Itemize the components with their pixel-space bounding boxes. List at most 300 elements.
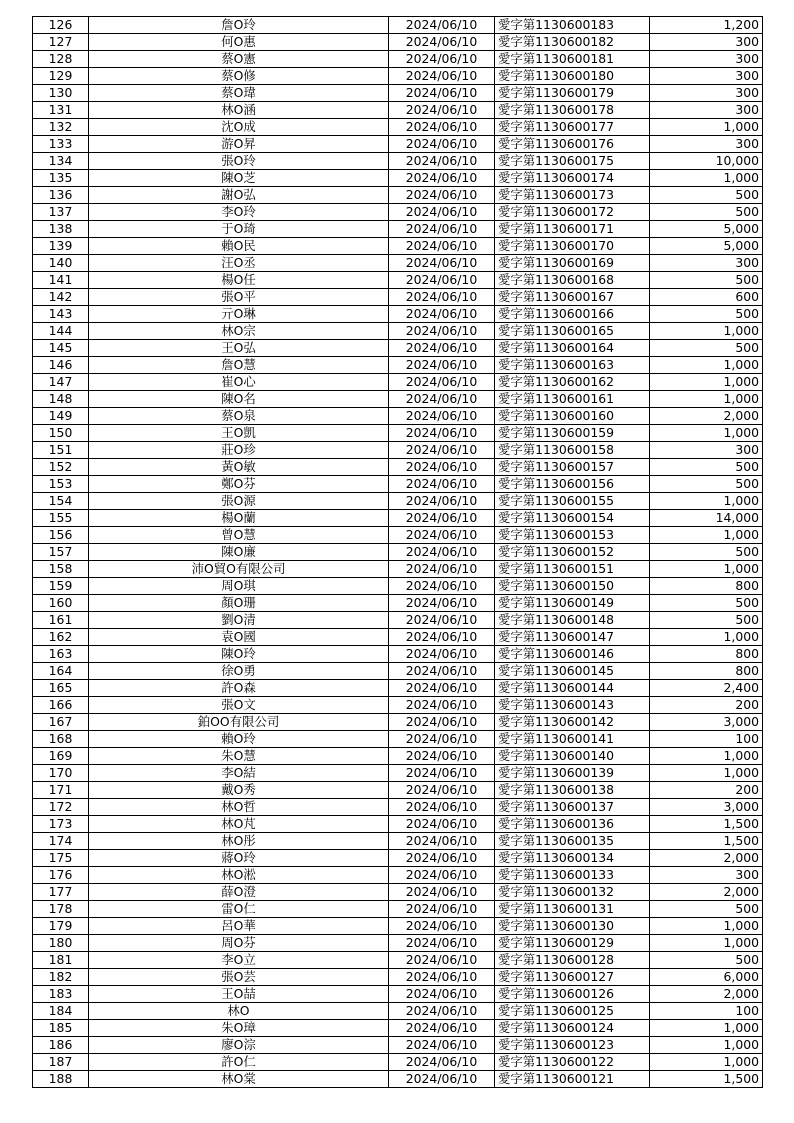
row-number: 168 (33, 731, 89, 748)
receipt-number: 愛字第1130600153 (495, 527, 650, 544)
row-number: 127 (33, 34, 89, 51)
table-row (33, 34, 763, 51)
row-number: 172 (33, 799, 89, 816)
row-number: 128 (33, 51, 89, 68)
donor-name: 汪O丞 (89, 255, 389, 272)
donation-date: 2024/06/10 (389, 578, 495, 595)
row-number: 134 (33, 153, 89, 170)
table-row (33, 884, 763, 901)
row-number: 143 (33, 306, 89, 323)
row-number: 169 (33, 748, 89, 765)
donation-amount: 1,000 (650, 374, 763, 391)
receipt-number: 愛字第1130600181 (495, 51, 650, 68)
row-number: 161 (33, 612, 89, 629)
donation-date: 2024/06/10 (389, 782, 495, 799)
table-row (33, 527, 763, 544)
table-row (33, 51, 763, 68)
receipt-number: 愛字第1130600167 (495, 289, 650, 306)
donor-name: 王O弘 (89, 340, 389, 357)
donation-amount: 600 (650, 289, 763, 306)
donation-amount: 800 (650, 646, 763, 663)
receipt-number: 愛字第1130600144 (495, 680, 650, 697)
table-row (33, 442, 763, 459)
donation-date: 2024/06/10 (389, 1054, 495, 1071)
donation-date: 2024/06/10 (389, 102, 495, 119)
donation-date: 2024/06/10 (389, 527, 495, 544)
donation-date: 2024/06/10 (389, 187, 495, 204)
row-number: 162 (33, 629, 89, 646)
donation-date: 2024/06/10 (389, 952, 495, 969)
donation-amount: 300 (650, 442, 763, 459)
receipt-number: 愛字第1130600143 (495, 697, 650, 714)
donor-name: 沈O成 (89, 119, 389, 136)
donor-name: 詹O慧 (89, 357, 389, 374)
donation-amount: 500 (650, 204, 763, 221)
donation-date: 2024/06/10 (389, 1003, 495, 1020)
receipt-number: 愛字第1130600165 (495, 323, 650, 340)
receipt-number: 愛字第1130600155 (495, 493, 650, 510)
donor-name: 李O結 (89, 765, 389, 782)
receipt-number: 愛字第1130600170 (495, 238, 650, 255)
row-number: 153 (33, 476, 89, 493)
donor-name: 張O芸 (89, 969, 389, 986)
table-row (33, 493, 763, 510)
table-row (33, 340, 763, 357)
receipt-number: 愛字第1130600140 (495, 748, 650, 765)
donor-name: 林O宗 (89, 323, 389, 340)
receipt-number: 愛字第1130600137 (495, 799, 650, 816)
donor-name: 蔣O玲 (89, 850, 389, 867)
donation-date: 2024/06/10 (389, 34, 495, 51)
receipt-number: 愛字第1130600136 (495, 816, 650, 833)
table-row (33, 1037, 763, 1054)
row-number: 174 (33, 833, 89, 850)
donation-amount: 1,000 (650, 391, 763, 408)
donation-date: 2024/06/10 (389, 476, 495, 493)
donation-date: 2024/06/10 (389, 1037, 495, 1054)
table-row (33, 731, 763, 748)
donation-date: 2024/06/10 (389, 918, 495, 935)
receipt-number: 愛字第1130600131 (495, 901, 650, 918)
row-number: 151 (33, 442, 89, 459)
donation-amount: 1,200 (650, 17, 763, 34)
table-row (33, 476, 763, 493)
row-number: 139 (33, 238, 89, 255)
donor-name: 曾O慧 (89, 527, 389, 544)
receipt-number: 愛字第1130600133 (495, 867, 650, 884)
donor-name: 陳O芝 (89, 170, 389, 187)
donation-date: 2024/06/10 (389, 204, 495, 221)
receipt-number: 愛字第1130600183 (495, 17, 650, 34)
row-number: 187 (33, 1054, 89, 1071)
donation-date: 2024/06/10 (389, 816, 495, 833)
row-number: 178 (33, 901, 89, 918)
receipt-number: 愛字第1130600182 (495, 34, 650, 51)
donation-date: 2024/06/10 (389, 561, 495, 578)
donor-name: 黃O敏 (89, 459, 389, 476)
receipt-number: 愛字第1130600168 (495, 272, 650, 289)
table-row (33, 680, 763, 697)
receipt-number: 愛字第1130600162 (495, 374, 650, 391)
donation-amount: 1,000 (650, 1037, 763, 1054)
donor-name: 林O彤 (89, 833, 389, 850)
donation-date: 2024/06/10 (389, 629, 495, 646)
row-number: 126 (33, 17, 89, 34)
donation-amount: 14,000 (650, 510, 763, 527)
row-number: 144 (33, 323, 89, 340)
donation-date: 2024/06/10 (389, 425, 495, 442)
row-number: 137 (33, 204, 89, 221)
donation-date: 2024/06/10 (389, 612, 495, 629)
donor-name: 林O芃 (89, 816, 389, 833)
row-number: 182 (33, 969, 89, 986)
donation-amount: 5,000 (650, 238, 763, 255)
donor-name: 崔O心 (89, 374, 389, 391)
table-row (33, 1020, 763, 1037)
table-row (33, 833, 763, 850)
row-number: 145 (33, 340, 89, 357)
donor-name: 詹O玲 (89, 17, 389, 34)
donor-name: 張O源 (89, 493, 389, 510)
row-number: 152 (33, 459, 89, 476)
donation-amount: 300 (650, 51, 763, 68)
donor-name: 戴O秀 (89, 782, 389, 799)
donor-name: 袁O國 (89, 629, 389, 646)
table-row (33, 119, 763, 136)
table-row (33, 357, 763, 374)
donor-name: 謝O弘 (89, 187, 389, 204)
row-number: 184 (33, 1003, 89, 1020)
donation-date: 2024/06/10 (389, 85, 495, 102)
table-row (33, 629, 763, 646)
donation-date: 2024/06/10 (389, 238, 495, 255)
donation-date: 2024/06/10 (389, 68, 495, 85)
donation-date: 2024/06/10 (389, 340, 495, 357)
receipt-number: 愛字第1130600129 (495, 935, 650, 952)
donor-name: 劉O清 (89, 612, 389, 629)
donation-amount: 6,000 (650, 969, 763, 986)
donation-amount: 1,000 (650, 918, 763, 935)
row-number: 186 (33, 1037, 89, 1054)
donor-name: 徐O勇 (89, 663, 389, 680)
table-row (33, 323, 763, 340)
row-number: 183 (33, 986, 89, 1003)
receipt-number: 愛字第1130600151 (495, 561, 650, 578)
donation-amount: 200 (650, 782, 763, 799)
row-number: 160 (33, 595, 89, 612)
row-number: 185 (33, 1020, 89, 1037)
table-row (33, 289, 763, 306)
donation-amount: 1,000 (650, 935, 763, 952)
table-row (33, 612, 763, 629)
row-number: 148 (33, 391, 89, 408)
donation-amount: 1,000 (650, 357, 763, 374)
donor-name: 朱O慧 (89, 748, 389, 765)
donor-name: 鄭O芬 (89, 476, 389, 493)
table-row (33, 170, 763, 187)
donation-amount: 300 (650, 255, 763, 272)
donor-name: 王O凱 (89, 425, 389, 442)
table-row (33, 544, 763, 561)
donation-date: 2024/06/10 (389, 272, 495, 289)
receipt-number: 愛字第1130600166 (495, 306, 650, 323)
table-row (33, 136, 763, 153)
receipt-number: 愛字第1130600139 (495, 765, 650, 782)
donor-name: 張O玲 (89, 153, 389, 170)
table-row (33, 85, 763, 102)
donation-date: 2024/06/10 (389, 153, 495, 170)
row-number: 158 (33, 561, 89, 578)
row-number: 129 (33, 68, 89, 85)
donation-date: 2024/06/10 (389, 901, 495, 918)
donor-name: 陳O廉 (89, 544, 389, 561)
receipt-number: 愛字第1130600121 (495, 1071, 650, 1088)
receipt-number: 愛字第1130600175 (495, 153, 650, 170)
donation-amount: 100 (650, 731, 763, 748)
table-row (33, 714, 763, 731)
donation-date: 2024/06/10 (389, 442, 495, 459)
table-row (33, 918, 763, 935)
donation-date: 2024/06/10 (389, 119, 495, 136)
table-row (33, 187, 763, 204)
receipt-number: 愛字第1130600138 (495, 782, 650, 799)
donor-name: 亓O琳 (89, 306, 389, 323)
row-number: 135 (33, 170, 89, 187)
donation-amount: 1,000 (650, 119, 763, 136)
donor-name: 蔡O修 (89, 68, 389, 85)
row-number: 147 (33, 374, 89, 391)
donation-amount: 300 (650, 102, 763, 119)
row-number: 170 (33, 765, 89, 782)
donation-amount: 5,000 (650, 221, 763, 238)
donor-name: 顏O珊 (89, 595, 389, 612)
receipt-number: 愛字第1130600123 (495, 1037, 650, 1054)
receipt-number: 愛字第1130600160 (495, 408, 650, 425)
donation-date: 2024/06/10 (389, 884, 495, 901)
table-row (33, 425, 763, 442)
table-row (33, 1003, 763, 1020)
table-row (33, 782, 763, 799)
donation-date: 2024/06/10 (389, 221, 495, 238)
table-row (33, 204, 763, 221)
receipt-number: 愛字第1130600141 (495, 731, 650, 748)
donation-amount: 1,000 (650, 561, 763, 578)
donation-amount: 500 (650, 306, 763, 323)
donation-amount: 1,000 (650, 323, 763, 340)
donation-date: 2024/06/10 (389, 459, 495, 476)
donation-amount: 1,000 (650, 170, 763, 187)
receipt-number: 愛字第1130600149 (495, 595, 650, 612)
donor-name: 楊O蘭 (89, 510, 389, 527)
receipt-number: 愛字第1130600179 (495, 85, 650, 102)
receipt-number: 愛字第1130600154 (495, 510, 650, 527)
donation-date: 2024/06/10 (389, 646, 495, 663)
table-row (33, 255, 763, 272)
receipt-number: 愛字第1130600127 (495, 969, 650, 986)
table-row (33, 901, 763, 918)
donor-name: 于O琦 (89, 221, 389, 238)
donor-name: 蔡O瑋 (89, 85, 389, 102)
donation-amount: 1,000 (650, 425, 763, 442)
row-number: 166 (33, 697, 89, 714)
donation-date: 2024/06/10 (389, 765, 495, 782)
receipt-number: 愛字第1130600177 (495, 119, 650, 136)
donation-amount: 300 (650, 85, 763, 102)
donation-date: 2024/06/10 (389, 51, 495, 68)
donation-date: 2024/06/10 (389, 680, 495, 697)
row-number: 136 (33, 187, 89, 204)
receipt-number: 愛字第1130600135 (495, 833, 650, 850)
receipt-number: 愛字第1130600173 (495, 187, 650, 204)
table-row (33, 595, 763, 612)
donation-amount: 1,500 (650, 1071, 763, 1088)
donation-date: 2024/06/10 (389, 493, 495, 510)
table-row (33, 238, 763, 255)
donor-name: 陳O玲 (89, 646, 389, 663)
donation-amount: 500 (650, 340, 763, 357)
donation-amount: 3,000 (650, 714, 763, 731)
table-row (33, 935, 763, 952)
receipt-number: 愛字第1130600157 (495, 459, 650, 476)
donation-amount: 1,000 (650, 493, 763, 510)
receipt-number: 愛字第1130600142 (495, 714, 650, 731)
donation-amount: 1,000 (650, 527, 763, 544)
row-number: 149 (33, 408, 89, 425)
table-row (33, 1071, 763, 1088)
donation-amount: 10,000 (650, 153, 763, 170)
donation-amount: 100 (650, 1003, 763, 1020)
donation-amount: 200 (650, 697, 763, 714)
donation-date: 2024/06/10 (389, 357, 495, 374)
donation-amount: 1,000 (650, 1020, 763, 1037)
donor-name: 沛O貿O有限公司 (89, 561, 389, 578)
donation-amount: 500 (650, 612, 763, 629)
donation-amount: 3,000 (650, 799, 763, 816)
table-row (33, 459, 763, 476)
donation-date: 2024/06/10 (389, 136, 495, 153)
table-row (33, 510, 763, 527)
receipt-number: 愛字第1130600122 (495, 1054, 650, 1071)
table-row (33, 986, 763, 1003)
donor-name: 楊O任 (89, 272, 389, 289)
table-row (33, 306, 763, 323)
donation-date: 2024/06/10 (389, 714, 495, 731)
donor-name: 李O立 (89, 952, 389, 969)
row-number: 156 (33, 527, 89, 544)
donation-date: 2024/06/10 (389, 663, 495, 680)
donor-name: 周O芬 (89, 935, 389, 952)
donor-name: 朱O璋 (89, 1020, 389, 1037)
table-row (33, 408, 763, 425)
donation-date: 2024/06/10 (389, 850, 495, 867)
donor-name: 薛O澄 (89, 884, 389, 901)
donation-amount: 500 (650, 272, 763, 289)
donation-date: 2024/06/10 (389, 1071, 495, 1088)
table-row (33, 697, 763, 714)
receipt-number: 愛字第1130600126 (495, 986, 650, 1003)
receipt-number: 愛字第1130600178 (495, 102, 650, 119)
donation-amount: 500 (650, 187, 763, 204)
receipt-number: 愛字第1130600169 (495, 255, 650, 272)
donor-name: 游O昇 (89, 136, 389, 153)
donor-name: 周O琪 (89, 578, 389, 595)
donation-date: 2024/06/10 (389, 510, 495, 527)
table-row (33, 867, 763, 884)
donation-amount: 2,000 (650, 850, 763, 867)
receipt-number: 愛字第1130600174 (495, 170, 650, 187)
donation-amount: 1,000 (650, 629, 763, 646)
table-row (33, 748, 763, 765)
receipt-number: 愛字第1130600172 (495, 204, 650, 221)
receipt-number: 愛字第1130600125 (495, 1003, 650, 1020)
row-number: 133 (33, 136, 89, 153)
receipt-number: 愛字第1130600145 (495, 663, 650, 680)
donor-name: 何O惠 (89, 34, 389, 51)
donation-date: 2024/06/10 (389, 1020, 495, 1037)
table-row (33, 391, 763, 408)
donation-date: 2024/06/10 (389, 391, 495, 408)
row-number: 180 (33, 935, 89, 952)
row-number: 167 (33, 714, 89, 731)
donation-date: 2024/06/10 (389, 986, 495, 1003)
receipt-number: 愛字第1130600164 (495, 340, 650, 357)
donor-name: 王O喆 (89, 986, 389, 1003)
row-number: 138 (33, 221, 89, 238)
table-row (33, 68, 763, 85)
receipt-number: 愛字第1130600163 (495, 357, 650, 374)
donor-name: 許O仁 (89, 1054, 389, 1071)
receipt-number: 愛字第1130600152 (495, 544, 650, 561)
table-row (33, 969, 763, 986)
table-row (33, 816, 763, 833)
donation-date: 2024/06/10 (389, 969, 495, 986)
table-row (33, 374, 763, 391)
row-number: 177 (33, 884, 89, 901)
donor-name: 陳O名 (89, 391, 389, 408)
receipt-number: 愛字第1130600148 (495, 612, 650, 629)
row-number: 142 (33, 289, 89, 306)
table-row (33, 272, 763, 289)
donor-name: 廖O淙 (89, 1037, 389, 1054)
table-row (33, 17, 763, 34)
donation-amount: 500 (650, 595, 763, 612)
row-number: 130 (33, 85, 89, 102)
donation-amount: 1,000 (650, 765, 763, 782)
row-number: 140 (33, 255, 89, 272)
donation-amount: 1,000 (650, 748, 763, 765)
donation-date: 2024/06/10 (389, 697, 495, 714)
donor-name: 賴O玲 (89, 731, 389, 748)
donation-date: 2024/06/10 (389, 935, 495, 952)
donation-amount: 300 (650, 867, 763, 884)
row-number: 171 (33, 782, 89, 799)
row-number: 146 (33, 357, 89, 374)
donor-name: 張O文 (89, 697, 389, 714)
donor-name: 許O森 (89, 680, 389, 697)
donor-name: 蔡O泉 (89, 408, 389, 425)
receipt-number: 愛字第1130600134 (495, 850, 650, 867)
donation-amount: 2,000 (650, 986, 763, 1003)
donation-date: 2024/06/10 (389, 731, 495, 748)
row-number: 176 (33, 867, 89, 884)
row-number: 154 (33, 493, 89, 510)
row-number: 131 (33, 102, 89, 119)
table-row (33, 663, 763, 680)
table-row (33, 102, 763, 119)
donation-date: 2024/06/10 (389, 544, 495, 561)
donor-name: 林O棠 (89, 1071, 389, 1088)
donor-name: 林O哲 (89, 799, 389, 816)
